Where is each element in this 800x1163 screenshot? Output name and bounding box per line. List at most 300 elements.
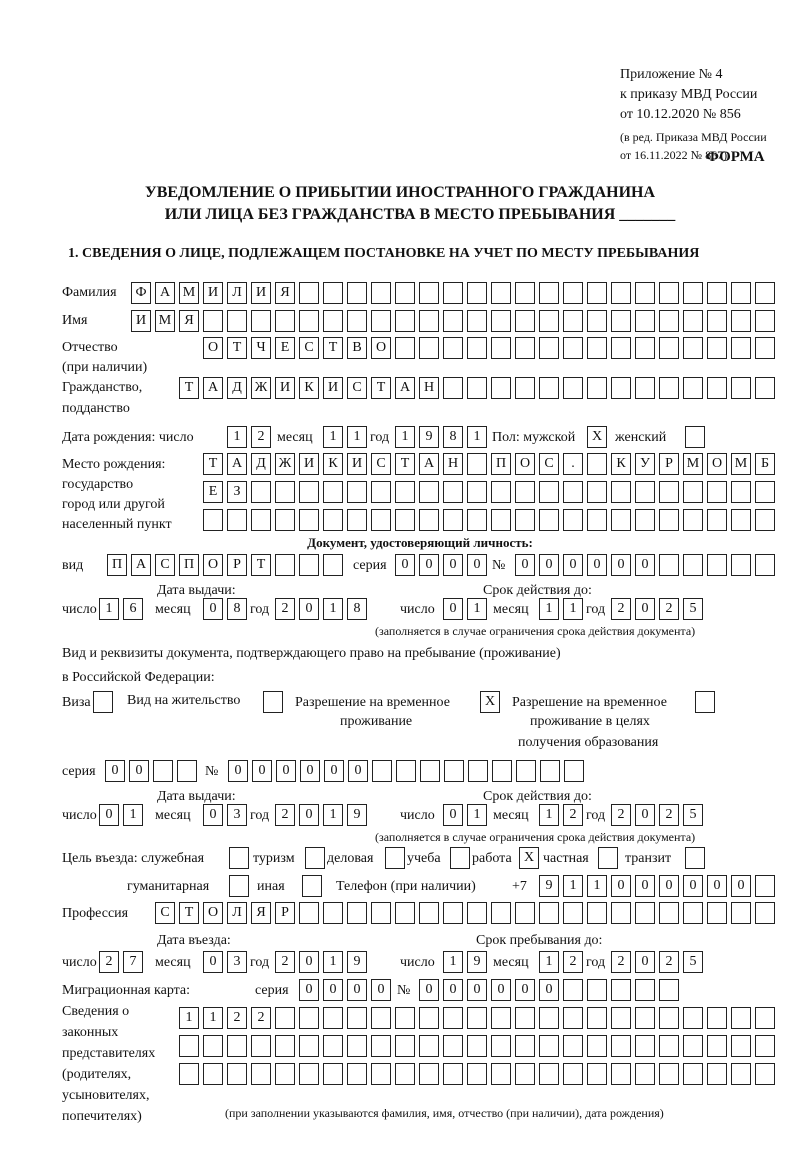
- char-box[interactable]: [203, 1063, 223, 1085]
- char-box[interactable]: [515, 1035, 535, 1057]
- char-box[interactable]: 0: [99, 804, 119, 826]
- char-box[interactable]: 7: [123, 951, 143, 973]
- char-box[interactable]: [443, 1007, 463, 1029]
- char-box[interactable]: [251, 1035, 271, 1057]
- char-box[interactable]: [515, 377, 535, 399]
- char-box[interactable]: [203, 1035, 223, 1057]
- reps-field-3[interactable]: [179, 1063, 775, 1085]
- char-box[interactable]: 9: [467, 951, 487, 973]
- char-box[interactable]: Т: [323, 337, 343, 359]
- char-box[interactable]: [683, 377, 703, 399]
- char-box[interactable]: О: [203, 902, 223, 924]
- char-box[interactable]: [275, 481, 295, 503]
- char-box[interactable]: [323, 1007, 343, 1029]
- char-box[interactable]: 2: [611, 598, 631, 620]
- char-box[interactable]: [635, 310, 655, 332]
- char-box[interactable]: 0: [635, 804, 655, 826]
- char-box[interactable]: [347, 282, 367, 304]
- char-box[interactable]: [395, 337, 415, 359]
- char-box[interactable]: [467, 1007, 487, 1029]
- char-box[interactable]: [275, 310, 295, 332]
- char-box[interactable]: [347, 902, 367, 924]
- char-box[interactable]: 1: [227, 426, 247, 448]
- char-box[interactable]: 0: [539, 554, 559, 576]
- char-box[interactable]: 0: [228, 760, 248, 782]
- char-box[interactable]: 0: [563, 554, 583, 576]
- char-box[interactable]: [443, 337, 463, 359]
- char-box[interactable]: Т: [251, 554, 271, 576]
- char-box[interactable]: [539, 481, 559, 503]
- char-box[interactable]: [731, 1063, 751, 1085]
- char-box[interactable]: 0: [203, 598, 223, 620]
- char-box[interactable]: Я: [275, 282, 295, 304]
- char-box[interactable]: Е: [203, 481, 223, 503]
- char-box[interactable]: [659, 337, 679, 359]
- id-valid-day[interactable]: [443, 598, 487, 620]
- char-box[interactable]: [299, 481, 319, 503]
- char-box[interactable]: [659, 979, 679, 1001]
- char-box[interactable]: [299, 509, 319, 531]
- char-box[interactable]: [371, 509, 391, 531]
- char-box[interactable]: [564, 760, 584, 782]
- char-box[interactable]: [611, 481, 631, 503]
- char-box[interactable]: [659, 282, 679, 304]
- char-box[interactable]: 2: [251, 426, 271, 448]
- char-box[interactable]: [419, 509, 439, 531]
- char-box[interactable]: О: [203, 554, 223, 576]
- purpose-study-checkbox[interactable]: [450, 847, 470, 869]
- char-box[interactable]: [203, 310, 223, 332]
- name-field[interactable]: [131, 310, 775, 332]
- char-box[interactable]: 0: [635, 554, 655, 576]
- char-box[interactable]: [563, 282, 583, 304]
- char-box[interactable]: [731, 481, 751, 503]
- char-box[interactable]: [229, 875, 249, 897]
- char-box[interactable]: 2: [563, 804, 583, 826]
- char-box[interactable]: [683, 554, 703, 576]
- char-box[interactable]: 9: [347, 804, 367, 826]
- char-box[interactable]: [563, 509, 583, 531]
- temp-residence-checkbox[interactable]: [480, 691, 500, 713]
- char-box[interactable]: [153, 760, 173, 782]
- char-box[interactable]: [755, 1063, 775, 1085]
- char-box[interactable]: И: [251, 282, 271, 304]
- purpose-tourism-checkbox[interactable]: [305, 847, 325, 869]
- right-issue-month[interactable]: [203, 804, 247, 826]
- char-box[interactable]: [179, 1035, 199, 1057]
- char-box[interactable]: Я: [251, 902, 271, 924]
- char-box[interactable]: [731, 310, 751, 332]
- char-box[interactable]: 0: [587, 554, 607, 576]
- char-box[interactable]: [707, 282, 727, 304]
- char-box[interactable]: [420, 760, 440, 782]
- birth-month-field[interactable]: [323, 426, 367, 448]
- birth-year-field[interactable]: [395, 426, 487, 448]
- char-box[interactable]: М: [155, 310, 175, 332]
- char-box[interactable]: О: [371, 337, 391, 359]
- char-box[interactable]: К: [323, 453, 343, 475]
- birthplace-field-2[interactable]: [203, 481, 775, 503]
- char-box[interactable]: 0: [635, 875, 655, 897]
- char-box[interactable]: [587, 337, 607, 359]
- char-box[interactable]: [635, 481, 655, 503]
- char-box[interactable]: [323, 902, 343, 924]
- char-box[interactable]: Л: [227, 902, 247, 924]
- char-box[interactable]: 1: [395, 426, 415, 448]
- char-box[interactable]: [755, 282, 775, 304]
- id-issue-year[interactable]: [275, 598, 367, 620]
- char-box[interactable]: [707, 902, 727, 924]
- char-box[interactable]: X: [519, 847, 539, 869]
- char-box[interactable]: [492, 760, 512, 782]
- char-box[interactable]: [563, 310, 583, 332]
- char-box[interactable]: [396, 760, 416, 782]
- char-box[interactable]: Т: [371, 377, 391, 399]
- char-box[interactable]: .: [563, 453, 583, 475]
- char-box[interactable]: [683, 337, 703, 359]
- char-box[interactable]: [659, 1035, 679, 1057]
- char-box[interactable]: [443, 509, 463, 531]
- char-box[interactable]: [755, 337, 775, 359]
- char-box[interactable]: 1: [563, 875, 583, 897]
- char-box[interactable]: [659, 481, 679, 503]
- char-box[interactable]: [347, 1035, 367, 1057]
- char-box[interactable]: С: [347, 377, 367, 399]
- char-box[interactable]: [539, 1063, 559, 1085]
- char-box[interactable]: [659, 902, 679, 924]
- char-box[interactable]: [611, 1007, 631, 1029]
- char-box[interactable]: [203, 509, 223, 531]
- char-box[interactable]: А: [155, 282, 175, 304]
- char-box[interactable]: [707, 1063, 727, 1085]
- char-box[interactable]: [371, 1035, 391, 1057]
- char-box[interactable]: 2: [251, 1007, 271, 1029]
- right-valid-day[interactable]: [443, 804, 487, 826]
- char-box[interactable]: Р: [659, 453, 679, 475]
- char-box[interactable]: А: [203, 377, 223, 399]
- char-box[interactable]: [635, 1035, 655, 1057]
- char-box[interactable]: [347, 509, 367, 531]
- char-box[interactable]: [443, 377, 463, 399]
- char-box[interactable]: [227, 509, 247, 531]
- right-series-field[interactable]: [105, 760, 197, 782]
- char-box[interactable]: 0: [203, 951, 223, 973]
- char-box[interactable]: 8: [443, 426, 463, 448]
- char-box[interactable]: [611, 337, 631, 359]
- char-box[interactable]: [299, 310, 319, 332]
- char-box[interactable]: [635, 337, 655, 359]
- char-box[interactable]: 2: [659, 804, 679, 826]
- migration-number-field[interactable]: [419, 979, 679, 1001]
- char-box[interactable]: [275, 1007, 295, 1029]
- char-box[interactable]: [395, 1063, 415, 1085]
- char-box[interactable]: [755, 377, 775, 399]
- right-issue-year[interactable]: [275, 804, 367, 826]
- char-box[interactable]: 2: [275, 804, 295, 826]
- char-box[interactable]: 0: [443, 598, 463, 620]
- char-box[interactable]: 1: [587, 875, 607, 897]
- char-box[interactable]: [695, 691, 715, 713]
- char-box[interactable]: [515, 1063, 535, 1085]
- char-box[interactable]: [587, 1007, 607, 1029]
- right-valid-year[interactable]: [611, 804, 703, 826]
- purpose-other-checkbox[interactable]: [302, 875, 322, 897]
- char-box[interactable]: [515, 902, 535, 924]
- char-box[interactable]: 8: [227, 598, 247, 620]
- char-box[interactable]: [419, 902, 439, 924]
- char-box[interactable]: 1: [323, 804, 343, 826]
- char-box[interactable]: 2: [275, 598, 295, 620]
- id-issue-month[interactable]: [203, 598, 247, 620]
- char-box[interactable]: [323, 554, 343, 576]
- char-box[interactable]: [347, 310, 367, 332]
- char-box[interactable]: 2: [659, 951, 679, 973]
- char-box[interactable]: Ж: [251, 377, 271, 399]
- char-box[interactable]: [491, 337, 511, 359]
- char-box[interactable]: [395, 282, 415, 304]
- char-box[interactable]: [598, 847, 618, 869]
- char-box[interactable]: О: [707, 453, 727, 475]
- char-box[interactable]: [419, 282, 439, 304]
- char-box[interactable]: [419, 481, 439, 503]
- stay-day[interactable]: [443, 951, 487, 973]
- char-box[interactable]: Д: [227, 377, 247, 399]
- char-box[interactable]: 6: [123, 598, 143, 620]
- char-box[interactable]: И: [323, 377, 343, 399]
- char-box[interactable]: 0: [347, 979, 367, 1001]
- char-box[interactable]: С: [155, 554, 175, 576]
- char-box[interactable]: [539, 282, 559, 304]
- char-box[interactable]: 0: [491, 979, 511, 1001]
- char-box[interactable]: [395, 310, 415, 332]
- char-box[interactable]: 5: [683, 951, 703, 973]
- char-box[interactable]: [683, 310, 703, 332]
- purpose-humanitarian-checkbox[interactable]: [229, 875, 249, 897]
- char-box[interactable]: 9: [539, 875, 559, 897]
- char-box[interactable]: 0: [443, 554, 463, 576]
- char-box[interactable]: 0: [443, 979, 463, 1001]
- char-box[interactable]: [731, 1007, 751, 1029]
- char-box[interactable]: [491, 902, 511, 924]
- char-box[interactable]: [299, 1063, 319, 1085]
- char-box[interactable]: [323, 1035, 343, 1057]
- stay-month[interactable]: [539, 951, 583, 973]
- char-box[interactable]: 0: [659, 875, 679, 897]
- char-box[interactable]: Ф: [131, 282, 151, 304]
- entry-year[interactable]: [275, 951, 367, 973]
- char-box[interactable]: 0: [203, 804, 223, 826]
- char-box[interactable]: 0: [324, 760, 344, 782]
- char-box[interactable]: [587, 1035, 607, 1057]
- char-box[interactable]: 0: [371, 979, 391, 1001]
- reps-field-1[interactable]: [179, 1007, 775, 1029]
- char-box[interactable]: 2: [563, 951, 583, 973]
- char-box[interactable]: [707, 509, 727, 531]
- char-box[interactable]: Т: [203, 453, 223, 475]
- char-box[interactable]: [515, 509, 535, 531]
- char-box[interactable]: [467, 509, 487, 531]
- char-box[interactable]: Л: [227, 282, 247, 304]
- char-box[interactable]: [275, 509, 295, 531]
- char-box[interactable]: [491, 377, 511, 399]
- char-box[interactable]: [395, 1035, 415, 1057]
- char-box[interactable]: [611, 1063, 631, 1085]
- char-box[interactable]: 1: [323, 951, 343, 973]
- right-issue-day[interactable]: [99, 804, 143, 826]
- char-box[interactable]: [731, 554, 751, 576]
- char-box[interactable]: З: [227, 481, 247, 503]
- char-box[interactable]: [251, 509, 271, 531]
- char-box[interactable]: [443, 1035, 463, 1057]
- char-box[interactable]: К: [611, 453, 631, 475]
- char-box[interactable]: 2: [611, 951, 631, 973]
- char-box[interactable]: 0: [395, 554, 415, 576]
- char-box[interactable]: [635, 282, 655, 304]
- char-box[interactable]: И: [347, 453, 367, 475]
- char-box[interactable]: [444, 760, 464, 782]
- char-box[interactable]: 0: [348, 760, 368, 782]
- char-box[interactable]: Е: [275, 337, 295, 359]
- char-box[interactable]: [275, 1035, 295, 1057]
- char-box[interactable]: [371, 310, 391, 332]
- char-box[interactable]: [587, 902, 607, 924]
- char-box[interactable]: [635, 979, 655, 1001]
- char-box[interactable]: 0: [467, 554, 487, 576]
- char-box[interactable]: [611, 310, 631, 332]
- char-box[interactable]: И: [203, 282, 223, 304]
- char-box[interactable]: 0: [276, 760, 296, 782]
- stay-year[interactable]: [611, 951, 703, 973]
- char-box[interactable]: [731, 902, 751, 924]
- char-box[interactable]: 0: [105, 760, 125, 782]
- char-box[interactable]: 2: [227, 1007, 247, 1029]
- char-box[interactable]: [683, 902, 703, 924]
- char-box[interactable]: [347, 481, 367, 503]
- char-box[interactable]: 1: [443, 951, 463, 973]
- char-box[interactable]: [299, 902, 319, 924]
- char-box[interactable]: Н: [443, 453, 463, 475]
- char-box[interactable]: [177, 760, 197, 782]
- char-box[interactable]: А: [395, 377, 415, 399]
- char-box[interactable]: 1: [323, 426, 343, 448]
- char-box[interactable]: [371, 1063, 391, 1085]
- char-box[interactable]: [659, 1007, 679, 1029]
- char-box[interactable]: [683, 282, 703, 304]
- char-box[interactable]: [563, 1035, 583, 1057]
- char-box[interactable]: [563, 902, 583, 924]
- char-box[interactable]: [611, 282, 631, 304]
- birth-day-field[interactable]: [227, 426, 271, 448]
- residence-checkbox[interactable]: [263, 691, 283, 713]
- char-box[interactable]: 1: [563, 598, 583, 620]
- char-box[interactable]: [587, 282, 607, 304]
- char-box[interactable]: [467, 282, 487, 304]
- char-box[interactable]: 2: [275, 951, 295, 973]
- char-box[interactable]: Р: [227, 554, 247, 576]
- char-box[interactable]: 1: [123, 804, 143, 826]
- char-box[interactable]: М: [683, 453, 703, 475]
- char-box[interactable]: [683, 1063, 703, 1085]
- char-box[interactable]: [685, 847, 705, 869]
- char-box[interactable]: [707, 481, 727, 503]
- char-box[interactable]: [371, 902, 391, 924]
- char-box[interactable]: [450, 847, 470, 869]
- char-box[interactable]: 1: [467, 598, 487, 620]
- char-box[interactable]: [347, 1007, 367, 1029]
- char-box[interactable]: Т: [395, 453, 415, 475]
- char-box[interactable]: 1: [179, 1007, 199, 1029]
- char-box[interactable]: [372, 760, 392, 782]
- char-box[interactable]: 9: [347, 951, 367, 973]
- char-box[interactable]: [347, 1063, 367, 1085]
- char-box[interactable]: С: [155, 902, 175, 924]
- char-box[interactable]: 1: [539, 804, 559, 826]
- char-box[interactable]: [302, 875, 322, 897]
- char-box[interactable]: [707, 310, 727, 332]
- char-box[interactable]: [635, 902, 655, 924]
- purpose-business-checkbox[interactable]: [385, 847, 405, 869]
- char-box[interactable]: [683, 1035, 703, 1057]
- birthplace-field-3[interactable]: [203, 509, 775, 531]
- char-box[interactable]: 9: [419, 426, 439, 448]
- char-box[interactable]: 1: [539, 598, 559, 620]
- entry-month[interactable]: [203, 951, 247, 973]
- char-box[interactable]: С: [539, 453, 559, 475]
- char-box[interactable]: [443, 902, 463, 924]
- char-box[interactable]: [305, 847, 325, 869]
- char-box[interactable]: [467, 453, 487, 475]
- char-box[interactable]: 2: [659, 598, 679, 620]
- char-box[interactable]: [227, 1035, 247, 1057]
- id-issue-day[interactable]: [99, 598, 143, 620]
- purpose-work-checkbox[interactable]: [519, 847, 539, 869]
- char-box[interactable]: [275, 1063, 295, 1085]
- char-box[interactable]: С: [299, 337, 319, 359]
- char-box[interactable]: 1: [323, 598, 343, 620]
- char-box[interactable]: 0: [611, 875, 631, 897]
- char-box[interactable]: [563, 1007, 583, 1029]
- id-number-field[interactable]: [515, 554, 775, 576]
- char-box[interactable]: [659, 377, 679, 399]
- char-box[interactable]: [323, 310, 343, 332]
- char-box[interactable]: [419, 1063, 439, 1085]
- char-box[interactable]: 1: [203, 1007, 223, 1029]
- char-box[interactable]: 0: [443, 804, 463, 826]
- char-box[interactable]: [563, 1063, 583, 1085]
- char-box[interactable]: [563, 337, 583, 359]
- char-box[interactable]: X: [480, 691, 500, 713]
- char-box[interactable]: [611, 1035, 631, 1057]
- char-box[interactable]: 0: [419, 979, 439, 1001]
- char-box[interactable]: [419, 1007, 439, 1029]
- char-box[interactable]: [515, 282, 535, 304]
- char-box[interactable]: Т: [179, 377, 199, 399]
- id-series-field[interactable]: [395, 554, 487, 576]
- char-box[interactable]: [395, 902, 415, 924]
- char-box[interactable]: [587, 310, 607, 332]
- char-box[interactable]: [539, 1035, 559, 1057]
- char-box[interactable]: [731, 377, 751, 399]
- char-box[interactable]: [731, 337, 751, 359]
- char-box[interactable]: 1: [99, 598, 119, 620]
- char-box[interactable]: [755, 1007, 775, 1029]
- char-box[interactable]: Т: [179, 902, 199, 924]
- char-box[interactable]: [275, 554, 295, 576]
- char-box[interactable]: 0: [419, 554, 439, 576]
- char-box[interactable]: [707, 554, 727, 576]
- char-box[interactable]: У: [635, 453, 655, 475]
- char-box[interactable]: [755, 481, 775, 503]
